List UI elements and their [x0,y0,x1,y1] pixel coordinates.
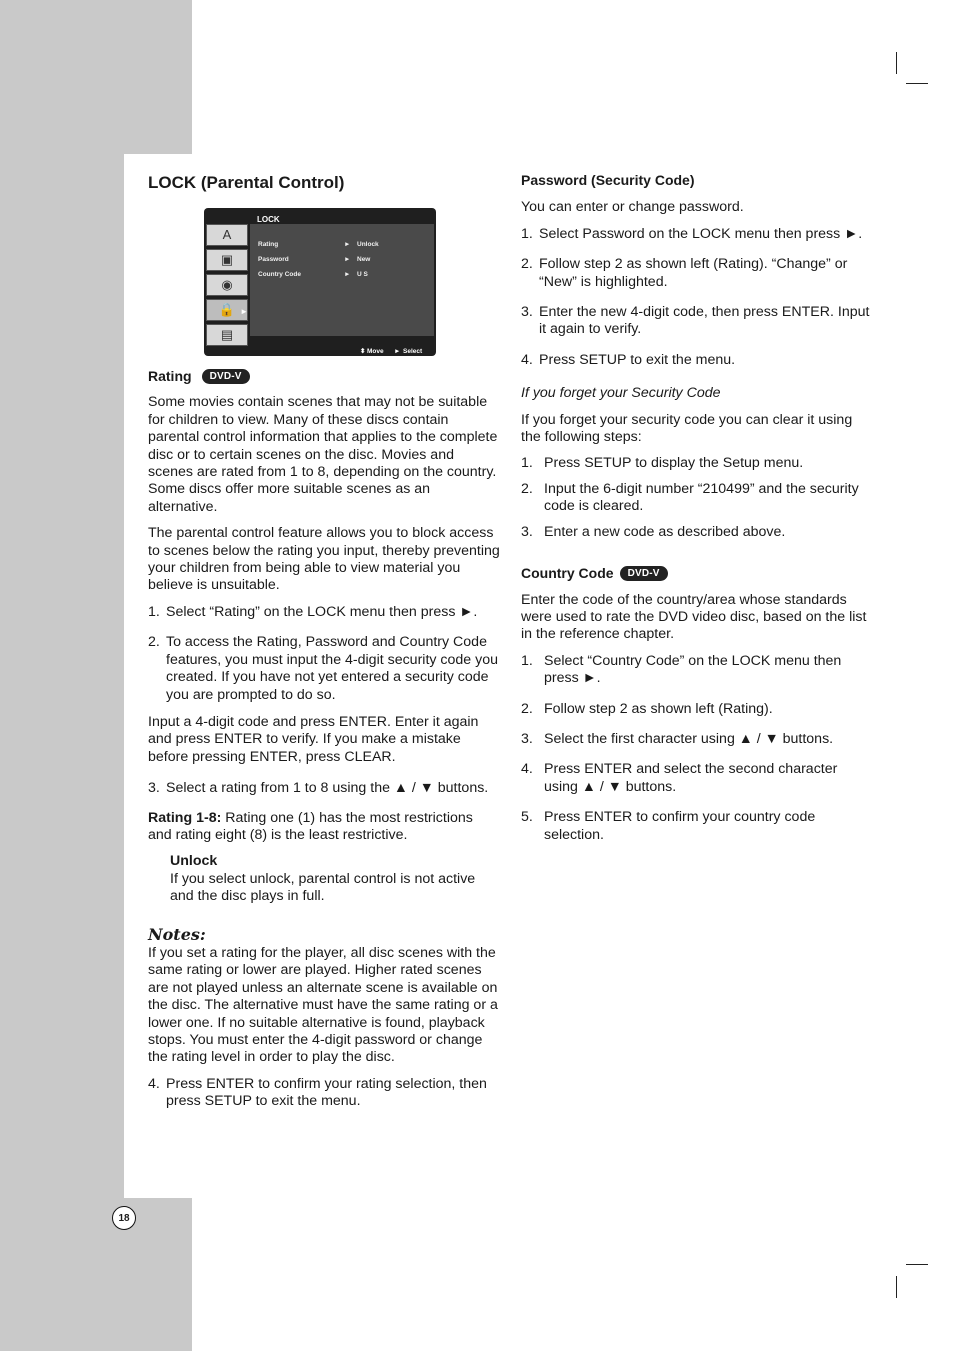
step-text: To access the Rating, Password and Country Code features, you must input the 4-digit security code you created. If you have not yet entered a security code you are prompted to do so. [166,634,499,703]
list-item: 4. Press ENTER to confirm your rating selection, then press SETUP to exit the menu. [148,1075,487,1110]
dvd-v-badge: DVD-V [620,566,668,581]
rating-steps [148,604,500,704]
forget-code-steps [521,455,873,541]
country-code-heading-text: Country Code [521,565,614,582]
list-item: 3. Enter the new 4-digit code, then press ENTER. Input it again to verify. [521,304,870,338]
password-heading: Password (Security Code) [521,172,695,188]
rating-1-8-label: Rating 1-8: [148,809,222,826]
list-item: 4. Press ENTER and select the second character using ▲ / ▼ buttons. [521,761,838,795]
crop-mark [906,83,928,84]
step-text: Press ENTER to confirm your country code selection. [544,809,816,843]
osd-footer [204,340,436,354]
rating-steps-continued [148,780,500,797]
step-text: Select “Rating” on the LOCK menu then press ►. [166,603,478,620]
osd-row-label: Rating [258,241,279,248]
password-steps [521,226,873,369]
list-item: 3. Enter a new code as described above. [521,523,786,540]
margin-band-left [0,154,124,1198]
paragraph: If you forget your security code you can clear it using the following steps: [521,411,853,446]
country-code-steps [521,653,873,844]
right-arrow-icon: ► [344,241,351,248]
paragraph: You can enter or change password. [521,199,744,216]
right-arrow-icon: ► [344,271,351,278]
paragraph: Input a 4-digit code and press ENTER. Enter it again and press ENTER to verify. If you make a mistake before pressing ENTER, press CLEAR. [148,713,479,765]
up-down-arrow-icon: ⬍ [360,348,366,355]
step-text: Select the first character using ▲ / ▼ buttons. [544,730,834,747]
step-text: Enter a new code as described above. [544,523,786,540]
step-text: Press ENTER to confirm your rating selection, then press SETUP to exit the menu. [166,1075,487,1110]
step-text: Follow step 2 as shown left (Rating). [544,700,773,717]
step-text: Press SETUP to exit the menu. [539,351,736,368]
step-text: Enter the new 4-digit code, then press ENTER. Input it again to verify. [539,304,870,338]
list-item: 2. Follow step 2 as shown left (Rating). “Change” or “New” is highlighted. [521,256,848,290]
rating-1-8-description [148,810,500,845]
step-text: Select “Country Code” on the LOCK menu then press ►. [544,652,842,687]
rating-heading-text: Rating [148,368,192,384]
crop-mark [896,1276,897,1298]
step-text: Input the 6-digit number “210499” and the security code is cleared. [544,480,859,515]
osd-row-label: Password [258,256,289,263]
dvd-v-badge: DVD-V [202,369,250,384]
unlock-label: Unlock [170,853,218,870]
selected-arrow-icon: ► [240,307,248,316]
list-item: 1. Select Password on the LOCK menu then press ►. [521,225,863,242]
notes-title: Notes: [148,924,206,944]
list-item: 2. Follow step 2 as shown left (Rating). [521,700,773,717]
unlock-text: If you select unlock, parental control is not active and the disc plays in full. [170,870,476,905]
right-column [521,172,873,857]
display-icon: ▣ [206,249,248,271]
list-item: 1. Select “Rating” on the LOCK menu then press ►. [148,603,478,620]
paragraph: The parental control feature allows you to block access to scenes below the rating you input, thereby preventing your children from being able to view material you believe is unsuitable. [148,525,500,594]
paragraph: Enter the code of the country/area whose standards were used to rate the DVD video disc, based on the list in the reference chapter. [521,591,867,643]
rating-1-8-text: Rating one (1) has the most restrictions and rating eight (8) is the least restrictive. [148,809,473,843]
osd-row-value: Unlock [357,241,379,248]
osd-panel [250,224,434,336]
country-code-heading [521,565,873,582]
margin-band-top [0,0,192,154]
osd-title: LOCK [257,215,280,224]
list-item: 2. Input the 6-digit number “210499” and the security code is cleared. [521,480,859,515]
osd-row-label: Country Code [258,271,301,278]
list-item: 3. Select a rating from 1 to 8 using the ▲ / ▼ buttons. [148,780,489,797]
section-title: LOCK (Parental Control) [148,173,345,192]
list-item: 1. Select “Country Code” on the LOCK menu then press ►. [521,652,842,687]
lock-icon: 🔒 ► [206,299,248,321]
list-item: 2. To access the Rating, Password and Country Code features, you must input the 4-digit security code you created. If you have not yet entered a security code you are prompted to do so. [148,634,499,703]
list-item: 3. Select the first character using ▲ / ▼ buttons. [521,730,834,747]
step-text: Select a rating from 1 to 8 using the ▲ / ▼ buttons. [166,780,489,797]
left-column [148,172,500,1124]
osd-row-value: New [357,256,371,263]
rating-steps-final [148,1076,500,1111]
forget-code-heading: If you forget your Security Code [521,385,721,402]
step-text: Follow step 2 as shown left (Rating). “Change” or “New” is highlighted. [539,256,848,290]
page-number: 18 [112,1206,136,1230]
crop-mark [896,52,897,74]
step-text: Select Password on the LOCK menu then press ►. [539,225,863,242]
audio-icon: ◉ [206,274,248,296]
osd-icon-column [206,224,250,343]
step-text: Press ENTER and select the second character using ▲ / ▼ buttons. [544,761,838,795]
rating-heading [148,368,500,385]
margin-band-bottom [0,1198,192,1351]
list-item: 1. Press SETUP to display the Setup menu. [521,455,804,472]
right-arrow-icon: ► [344,256,351,263]
crop-mark [906,1264,928,1265]
notes-text: If you set a rating for the player, all disc scenes with the same rating or lower are played. Higher rated scenes are not played unless an alternate scene is available on the disc. The alternative must have the same rating or a lower one. If no suitable alternative is found, playback stops. You must enter the 4-digit password or change the rating level in order to play the disc. [148,944,498,1066]
language-icon: A [206,224,248,246]
osd-row-value: U S [357,271,368,278]
osd-footer-select: Select [403,348,423,355]
list-item: 5. Press ENTER to confirm your country code selection. [521,809,816,843]
list-item: 4. Press SETUP to exit the menu. [521,351,736,368]
lock-menu-screenshot [204,208,436,356]
right-arrow-icon: ► [394,348,401,355]
step-text: Press SETUP to display the Setup menu. [544,455,804,472]
osd-footer-move: Move [367,348,384,355]
others-icon: ▤ [206,324,248,346]
unlock-description [170,853,500,905]
paragraph: Some movies contain scenes that may not be suitable for children to view. Many of these discs contain parental control information that applies to the complete disc or to certain scenes on the disc. Movies and scenes are rated from 1 to 8, depending on the country. Some discs offer more suitable scenes as an alternative. [148,394,498,515]
